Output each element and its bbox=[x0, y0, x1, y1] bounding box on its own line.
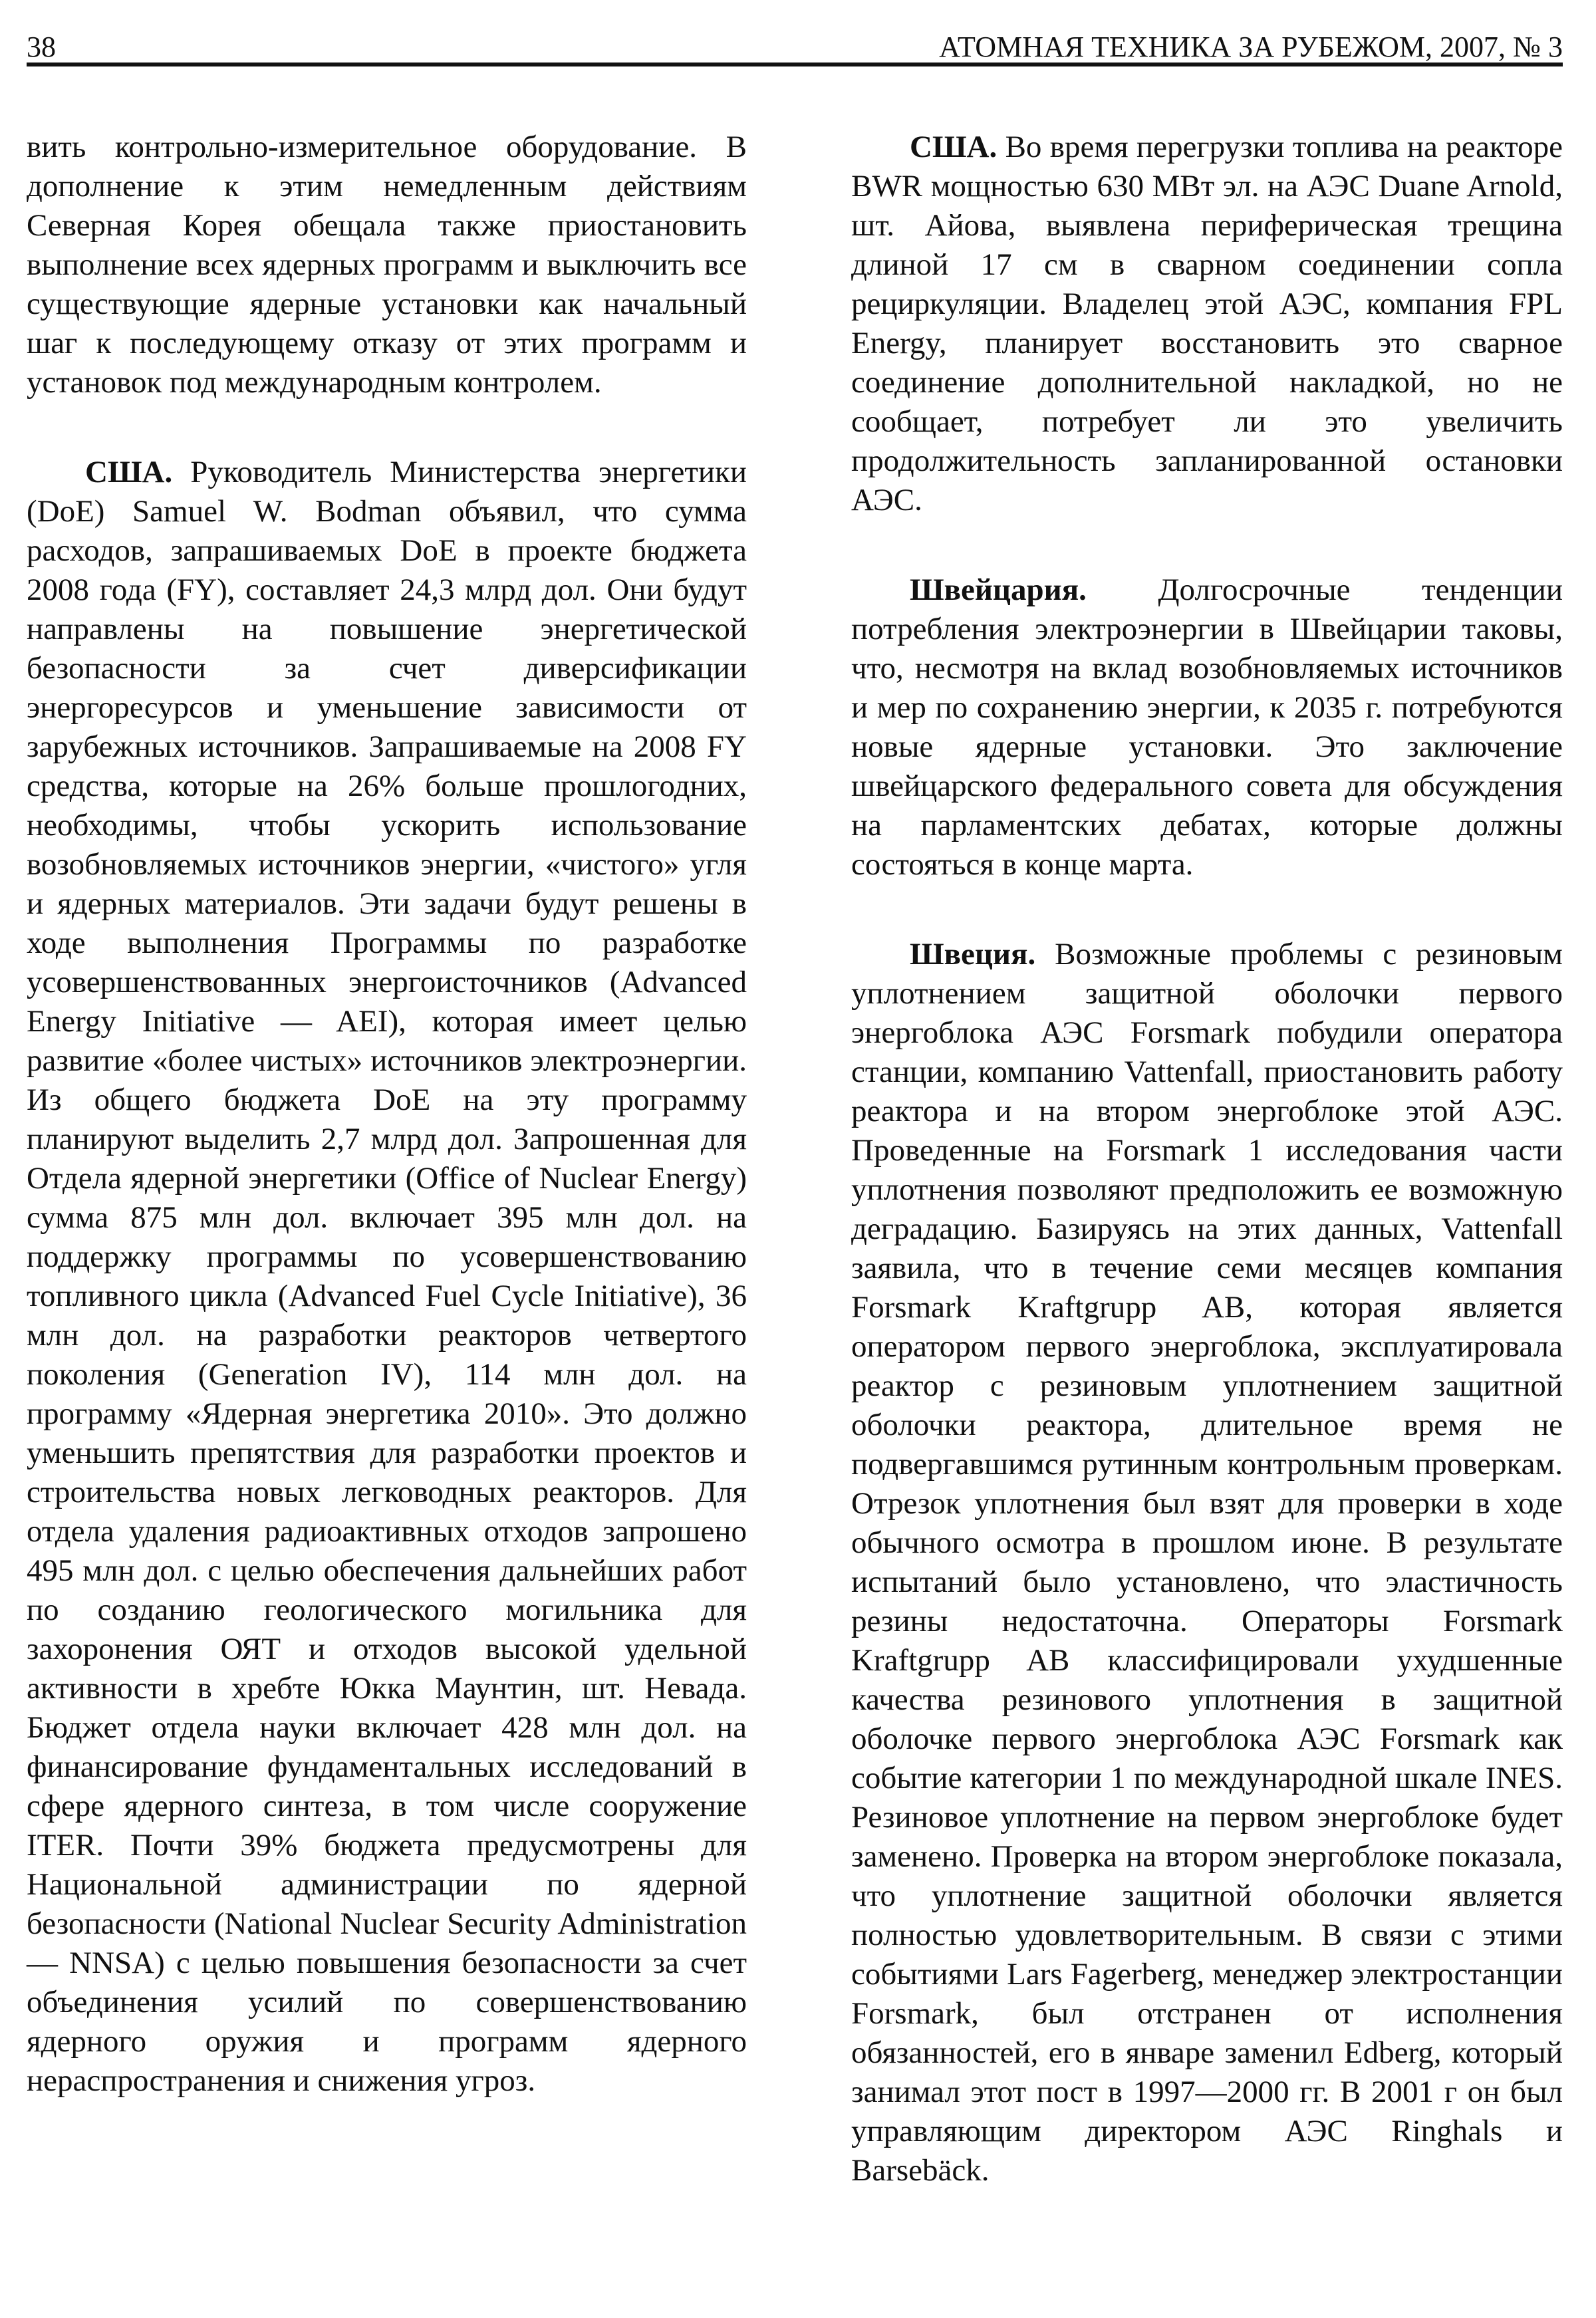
journal-title: АТОМНАЯ ТЕХНИКА ЗА РУБЕЖОМ, 2007, № 3 bbox=[939, 31, 1563, 63]
paragraph-text: Руководитель Министерства энергетики (DoE) Samuel W. Bodman объявил, что сумма расходов, запрашиваемых DoE в проекте бюджета 2008 года (FY), составляет 24,3 млрд дол. Они будут направлены на повышение энергетической безопасности за счет диверсификации энергоресурсов и уменьшение зависимости от зарубежных источников. Запрашиваемые на 2008 FY средства, которые на 26% больше прошлогодних, необходимы, чтобы ускорить использование возобновляемых источников энергии, «чистого» угля и ядерных материалов. Эти задачи будут решены в ходе выполнения Программы по разработке усовершенствованных энергоисточников (Advanced Energy Initiative — AEI), которая имеет целью развитие «более чистых» источников электроэнергии. Из общего бюджета DoE на эту программу планируют выделить 2,7 млрд дол. Запрошенная для Отдела ядерной энергетики (Office of Nuclear Energy) сумма 875 млн дол. включает 395 млн дол. на поддержку программы по усовершенствованию топливного цикла (Advanced Fuel Cycle Initiative), 36 млн дол. на разработки реакторов четвертого поколения (Generation IV), 114 млн дол. на программу «Ядерная энергетика 2010». Это должно уменьшить препятствия для разработки проектов и строительства новых легководных реакторов. Для отдела удаления радиоактивных отходов запрошено 495 млн дол. с целью обеспечения дальнейших работ по созданию геологического могильника для захоронения ОЯТ и отходов высокой удельной активности в хребте Юкка Маунтин, шт. Невада. Бюджет отдела науки включает 428 млн дол. на финансирование фундаментальных исследований в сфере ядерного синтеза, в том числе сооружение ITER. Почти 39% бюджета предусмотрены для Национальной администрации по ядерной безопасности (National Nuclear Security Administration — NNSA) с целью повышения безопасности за счет объединения усилий по совершенствованию ядерного оружия и программ ядерного нераспространения и снижения угроз. bbox=[27, 455, 747, 2098]
paragraph-lead-country: США. bbox=[85, 455, 173, 489]
paragraph-usa-doe-budget bbox=[27, 453, 747, 2101]
paragraph-lead-country: Швейцария. bbox=[910, 573, 1087, 607]
left-column bbox=[27, 128, 747, 2151]
paragraph-north-korea-continued bbox=[27, 128, 747, 402]
paragraph-switzerland bbox=[851, 571, 1563, 884]
header-rule bbox=[27, 63, 1563, 66]
paragraph-text: Долгосрочные тенденции потребления электроэнергии в Швейцарии таковы, что, несмотря на вклад возобновляемых источников и мер по сохранению энергии, к 2035 г. потребуются новые ядерные установки. Это заключение швейцарского федерального совета для обсуждения на парламентских дебатах, которые должны состояться в конце марта. bbox=[851, 573, 1563, 882]
paragraph-usa-duane-arnold bbox=[851, 128, 1563, 520]
paragraph-text: вить контрольно-измерительное оборудование. В дополнение к этим немедленным действиям Северная Корея обещала также приостановить выполнение всех ядерных программ и выключить все существующие ядерные установки как начальный шаг к последующему отказу от этих программ и установок под международным контролем. bbox=[27, 130, 747, 400]
page-header bbox=[27, 23, 1563, 64]
paragraph-lead-country: США. bbox=[910, 130, 998, 164]
right-column bbox=[851, 128, 1563, 2241]
paragraph-lead-country: Швеция. bbox=[910, 937, 1036, 971]
paragraph-text: Во время перегрузки топлива на реакторе BWR мощностью 630 МВт эл. на АЭС Duane Arnold, шт. Айова, выявлена периферическая трещина длиной 17 см в сварном соединении сопла рециркуляции. Владелец этой АЭС, компания FPL Energy, планирует восстановить это сварное соединение дополнительной накладкой, но не сообщает, потребует ли это увеличить продолжительность запланированной остановки АЭС. bbox=[851, 130, 1563, 517]
paragraph-text: Возможные проблемы с резиновым уплотнением защитной оболочки первого энергоблока АЭС Forsmark побудили оператора станции, компанию Vattenfall, приостановить работу реактора и на втором энергоблоке этой АЭС. Проведенные на Forsmark 1 исследования части уплотнения позволяют предположить ее возможную деградацию. Базируясь на этих данных, Vattenfall заявила, что в течение семи месяцев компания Forsmark Kraftgrupp AB, которая является оператором первого энергоблока, эксплуатировала реактор с резиновым уплотнением защитной оболочки реактора, длительное время не подвергавшимся рутинным контрольным проверкам. Отрезок уплотнения был взят для проверки в ходе обычного осмотра в прошлом июне. В результате испытаний было установлено, что эластичность резины недостаточна. Операторы Forsmark Kraftgrupp AB классифицировали ухудшенные качества резинового уплотнения в защитной оболочке первого энергоблока АЭС Forsmark как событие категории 1 по международной шкале INES. Резиновое уплотнение на первом энергоблоке будет заменено. Проверка на втором энергоблоке показала, что уплотнение защитной оболочки является полностью удовлетворительным. В связи с этими событиями Lars Fagerberg, менеджер электростанции Forsmark, был отстранен от исполнения обязанностей, его в январе заменил Edberg, который занимал этот пост в 1997—2000 гг. В 2001 г он был управляющим директором АЭС Ringhals и Barsebäck. bbox=[851, 937, 1563, 2188]
paragraph-sweden bbox=[851, 935, 1563, 2190]
page-number: 38 bbox=[27, 31, 56, 63]
